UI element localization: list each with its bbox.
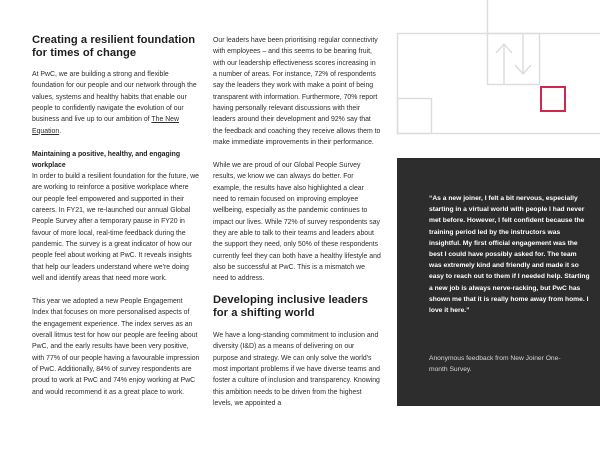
the-new-equation-link[interactable]: The New Equation [32,116,179,135]
intro-end: . [59,127,62,135]
testimonial-quote: “As a new joiner, I felt a bit nervous, especially starting in a virtual world with people I had never met before. However, I felt confident because the training period led by the instructors was insightful. My first official engagement was the best I could have possibly asked for. The team was extremely kind and friendly and made it so easy to reach out to them if I needed help. Starting a new job is always nerve-racking, but PwC has shown me that it is really home away from home. I love it here.” [429,195,590,315]
up-down-arrows-icon [496,34,531,84]
intro-paragraph [32,69,197,137]
paragraph-leaders-connectivity: Our leaders have been prioritising regular connectivity with employees – and this seems to be bearing fruit, with our leadership effectiveness scores increasing in a number of areas. For instance, 72% of respondents say the leaders they work with make a point of being transparent with information. Furthermore, 70% report having personally relevant discussions with their leaders around their development and 92% say that the feedback and coaching they receive allows them to make immediate improvements in their performance. [213,37,381,147]
paragraph-global-people-survey: In order to build a resilient foundation for the future, we are working to reinforce a positive workplace where our people feel empowered and supported in their careers. In FY21, we re-launched our annual Global People Survey after a temporary pause in FY20 in favour of more local, real-time feedback during the pandemic. The survey is a great indicator of how our people feel about working at PwC. It reveals insights that help our leaders understand where we're doing well and identify areas that need more work. [32,173,200,283]
section-heading-resilient-foundation: Creating a resilient foundation for times of change [32,34,196,60]
paragraph-engagement-index: This year we adopted a new People Engagement Index that focuses on more personalised aspects of the engagement experience. The index serves as an overall litmus test for how our people are feeling about PwC, and the early results have been very positive, with 77% of our people having a favourable impression of PwC. Additionally, 84% of survey respondents are proud to work at PwC and 74% enjoy working at PwC and would recommend it as a great place to work. [32,298,200,396]
accent-red-square [541,87,565,111]
intro-text: At PwC, we are building a strong and flexible foundation for our people and our network through the values, systems and healthy habits that enable our people to confidently navigate the evolution of our business and live up to our ambition of [32,71,197,124]
outline-large-square [398,34,600,134]
paragraph-survey-results: While we are proud of our Global People Survey results, we know we can always do better. For example, the results have also highlighted a clear need to remain focused on improving employee wellbeing, especially as the pandemic continues to impact our lives. While 72% of survey respondents say they are able to talk to their teams and leaders about the support they need, only 50% of these respondents currently feel they can both have a healthy lifestyle and also be successful at PwC. This is a mismatch we need to address. [213,162,381,283]
paragraph-inclusion-diversity: We have a long-standing commitment to inclusion and diversity (I&D) as a means of delivering on our purpose and strategy. We can only solve the world's most important problems if we have diverse teams and foster a culture of inclusion and transparency. Knowing this ambition needs to be driven from the highest levels, we appointed a [213,332,380,408]
arrows-box [488,34,540,85]
subheading-positive-workplace: Maintaining a positive, healthy, and engaging workplace [32,151,181,170]
outline-small-square [398,99,432,134]
testimonial-attribution: Anonymous feedback from New Joiner One-month Survey. [429,355,561,374]
section-heading-inclusive-leaders: Developing inclusive leaders for a shifting world [213,294,368,320]
